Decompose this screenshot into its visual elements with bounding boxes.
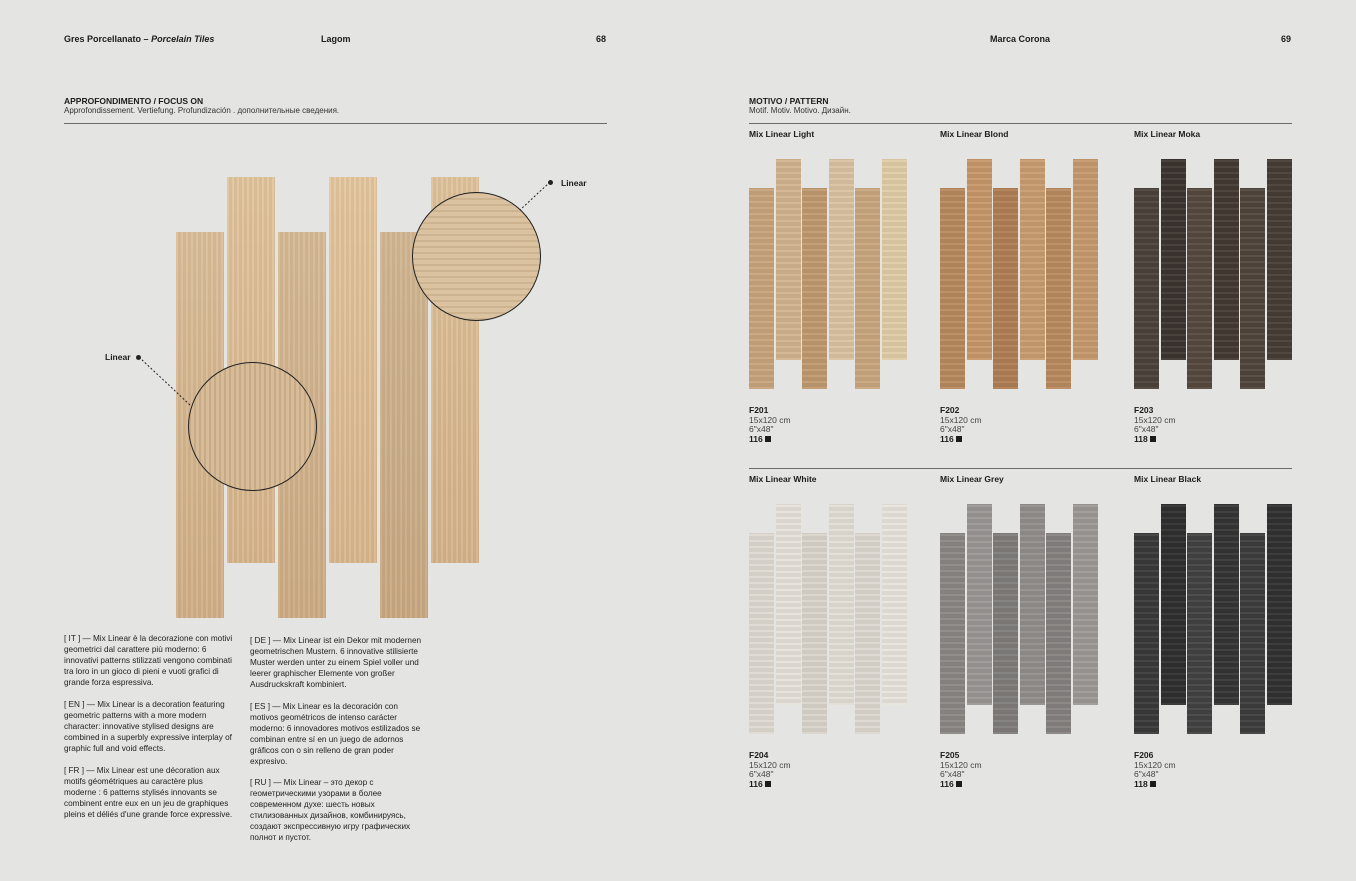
square-icon — [956, 436, 962, 442]
product-pack — [749, 780, 791, 790]
swatch-plank — [1020, 504, 1045, 705]
product-code: F203 — [1134, 405, 1154, 415]
product-specs — [1134, 406, 1176, 444]
swatch-plank — [1161, 504, 1186, 705]
swatch-plank — [1240, 533, 1265, 734]
square-icon — [765, 436, 771, 442]
product-name: Mix Linear Moka — [1134, 129, 1201, 139]
header-brand-italic: Porcelain Tiles — [151, 34, 215, 44]
header-brand-right: Marca Corona — [990, 34, 1051, 44]
product-specs — [940, 751, 982, 789]
header-collection: Lagom — [321, 34, 351, 44]
product-size-in: 6"x48" — [940, 424, 965, 434]
product-pack — [1134, 780, 1176, 790]
divider-right-top — [749, 123, 1292, 124]
callout-label-top: Linear — [561, 178, 587, 188]
swatch-plank — [1267, 159, 1292, 360]
product-pack-count: 118 — [1134, 778, 1148, 789]
product-size-in: 6"x48" — [940, 769, 965, 779]
product-pack — [940, 435, 982, 445]
swatch-plank — [829, 504, 854, 705]
product-code: F206 — [1134, 750, 1154, 760]
swatch-plank — [940, 188, 965, 389]
description-it: [ IT ] — Mix Linear è la decorazione con motivi geometrici dal carattere più moderno: 6 innovativi patterns stilizzati vengono combinati tra loro in un gioco di pieni e vuoti grafici di grande forza espressiva. — [64, 634, 233, 687]
product-pack — [940, 780, 982, 790]
swatch-plank — [993, 188, 1018, 389]
product-code: F201 — [749, 405, 769, 415]
section-title-focus: APPROFONDIMENTO / FOCUS ON — [64, 96, 204, 106]
swatch-plank — [1161, 159, 1186, 360]
page-number-right: 69 — [1281, 34, 1292, 44]
swatch-plank — [749, 188, 774, 389]
callout-line-left — [139, 357, 190, 405]
product-code: F204 — [749, 750, 769, 760]
swatch-plank — [1020, 159, 1045, 360]
divider-right-middle — [749, 468, 1292, 469]
square-icon — [765, 781, 771, 787]
callout-label-left: Linear — [105, 352, 131, 362]
description-es: [ ES ] — Mix Linear es la decoración con motivos geométricos de intenso carácter moderno: 6 innovadores motivos estilizados se combinan entre sí en un juego de adornos gráficos con o sin relleno de gran poder expresivo. — [250, 702, 421, 766]
swatch-plank — [1214, 504, 1239, 705]
swatch-plank — [1134, 533, 1159, 734]
header-brand-text: Gres Porcellanato – — [64, 34, 149, 44]
product-name: Mix Linear White — [749, 474, 817, 484]
product-pack-count: 116 — [940, 778, 954, 789]
product-size-in: 6"x48" — [1134, 769, 1159, 779]
swatch-plank — [1187, 188, 1212, 389]
product-size-cm: 15x120 cm — [1134, 759, 1176, 770]
product-swatch — [1134, 159, 1292, 389]
product-size-cm: 15x120 cm — [749, 759, 791, 770]
swatch-plank — [802, 533, 827, 734]
square-icon — [1150, 781, 1156, 787]
product-specs — [749, 751, 791, 789]
swatch-plank — [1073, 159, 1098, 360]
product-pack — [749, 435, 791, 445]
callout-dot-top — [548, 180, 553, 185]
swatch-plank — [1134, 188, 1159, 389]
product-pack — [1134, 435, 1176, 445]
callout-dot-left — [136, 355, 141, 360]
product-name: Mix Linear Grey — [940, 474, 1004, 484]
product-specs — [940, 406, 982, 444]
product-swatch — [749, 504, 907, 734]
swatch-plank — [749, 533, 774, 734]
swatch-plank — [829, 159, 854, 360]
description-en: [ EN ] — Mix Linear is a decoration featuring geometric patterns with a more modern character: innovative stylised designs are combined in a superbly expressive interplay of graphic full and void effects. — [64, 700, 232, 753]
swatch-plank — [1046, 533, 1071, 734]
swatch-plank — [967, 504, 992, 705]
swatch-plank — [776, 504, 801, 705]
product-code: F205 — [940, 750, 960, 760]
section-subtitle-focus: Approfondissement. Vertiefung. Profundización . дополнительные сведения. — [64, 106, 340, 115]
description-de: [ DE ] — Mix Linear ist ein Dekor mit modernen geometrischen Mustern. 6 innovative stilisierte Muster werden unter zu einem Spiel voller und leerer graphischer Elemente von großer Ausdruckskraft kombiniert. — [250, 636, 422, 689]
swatch-plank — [1240, 188, 1265, 389]
product-size-cm: 15x120 cm — [940, 759, 982, 770]
product-pack-count: 116 — [749, 433, 763, 444]
product-pack-count: 116 — [749, 778, 763, 789]
product-size-in: 6"x48" — [1134, 424, 1159, 434]
product-swatch — [940, 159, 1098, 389]
callout-line-top — [520, 182, 550, 210]
product-size-in: 6"x48" — [749, 424, 774, 434]
swatch-plank — [1187, 533, 1212, 734]
page-number-left: 68 — [596, 34, 607, 44]
swatch-plank — [802, 188, 827, 389]
product-pack-count: 118 — [1134, 433, 1148, 444]
square-icon — [1150, 436, 1156, 442]
product-specs — [749, 406, 791, 444]
product-size-cm: 15x120 cm — [1134, 414, 1176, 425]
swatch-plank — [882, 504, 907, 705]
swatch-plank — [855, 188, 880, 389]
product-pack-count: 116 — [940, 433, 954, 444]
swatch-plank — [1073, 504, 1098, 705]
swatch-plank — [855, 533, 880, 734]
product-size-cm: 15x120 cm — [749, 414, 791, 425]
swatch-plank — [967, 159, 992, 360]
square-icon — [956, 781, 962, 787]
product-specs — [1134, 751, 1176, 789]
swatch-plank — [1046, 188, 1071, 389]
swatch-plank — [882, 159, 907, 360]
section-title-pattern: MOTIVO / PATTERN — [749, 96, 829, 106]
swatch-plank — [776, 159, 801, 360]
product-code: F202 — [940, 405, 960, 415]
swatch-plank — [1267, 504, 1292, 705]
swatch-plank — [1214, 159, 1239, 360]
swatch-plank — [940, 533, 965, 734]
swatch-plank — [993, 533, 1018, 734]
product-swatch — [940, 504, 1098, 734]
product-swatch — [1134, 504, 1292, 734]
section-subtitle-pattern: Motif. Motiv. Motivo. Дизайн. — [749, 106, 851, 115]
product-size-cm: 15x120 cm — [940, 414, 982, 425]
product-swatch — [749, 159, 907, 389]
product-name: Mix Linear Light — [749, 129, 815, 139]
description-ru: [ RU ] — Mix Linear – это декор с геометрическими узорами в более современном духе: шесть новых стилизованных дизайнов, комбинируясь, создают экспрессивную игру графических полнот и пустот. — [250, 778, 411, 842]
product-name: Mix Linear Blond — [940, 129, 1009, 139]
product-size-in: 6"x48" — [749, 769, 774, 779]
description-fr: [ FR ] — Mix Linear est une décoration aux motifs géométriques au caractère plus moderne : 6 patterns stylisés innovants se combinent entre eux en un jeu de graphiques pleins et déliés d'une grande force expressive. — [64, 766, 233, 819]
product-name: Mix Linear Black — [1134, 474, 1202, 484]
